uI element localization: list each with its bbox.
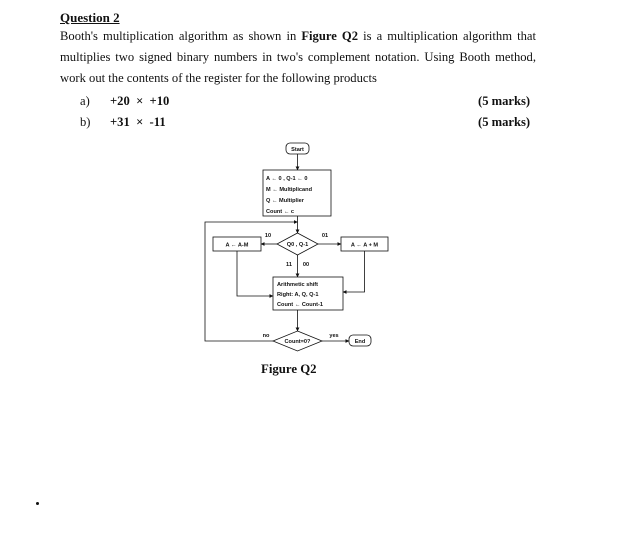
label-01: 01 <box>321 233 329 239</box>
item-b-marks: (5 marks) <box>478 115 531 129</box>
label-10: 10 <box>264 233 272 239</box>
figure-caption: Figure Q2 <box>261 362 317 376</box>
bullet-dot <box>36 502 39 505</box>
item-b-label: b) <box>80 115 91 129</box>
end-label: End <box>354 339 366 345</box>
figure-reference: Figure Q2 <box>301 29 358 43</box>
subtract-label: A ← A-M <box>225 242 249 249</box>
arrow-subtract-shift <box>237 251 273 296</box>
add-label: A ← A + M <box>350 242 379 249</box>
label-yes: yes <box>329 333 339 339</box>
question-heading: Question 2 <box>60 10 120 25</box>
shift-line-1: Arithmetic shift <box>277 282 319 288</box>
label-11: 11 <box>286 262 292 268</box>
item-a-marks: (5 marks) <box>478 94 531 108</box>
question-text-part1: Booth's multiplication algorithm as shown in <box>60 29 302 43</box>
count-check-label: Count=0? <box>284 339 311 345</box>
question-text-part2: is a multiplication algorithm that multiplies two signed binary numbers in two's complement notation. Using Booth method, work out the contents of the register for the following products <box>60 29 536 85</box>
init-line-2: M ← Multiplicand <box>266 187 312 193</box>
label-no: no <box>262 333 270 339</box>
label-00: 00 <box>302 262 310 268</box>
init-line-1: A ← 0 , Q-1 ← 0 <box>266 176 308 182</box>
item-a-expression: +20 × +10 <box>110 94 170 108</box>
init-line-4: Count ← c <box>266 209 294 215</box>
item-a-label: a) <box>80 94 90 108</box>
shift-line-2: Right: A, Q, Q-1 <box>277 292 319 298</box>
item-b-expression: +31 × -11 <box>110 115 166 129</box>
arrow-add-shift <box>343 251 365 292</box>
init-line-3: Q ← Multiplier <box>266 198 304 204</box>
decision-label: Q0 , Q-1 <box>286 242 309 248</box>
start-label: Start <box>291 147 304 153</box>
shift-line-3: Count ← Count-1 <box>277 302 323 308</box>
